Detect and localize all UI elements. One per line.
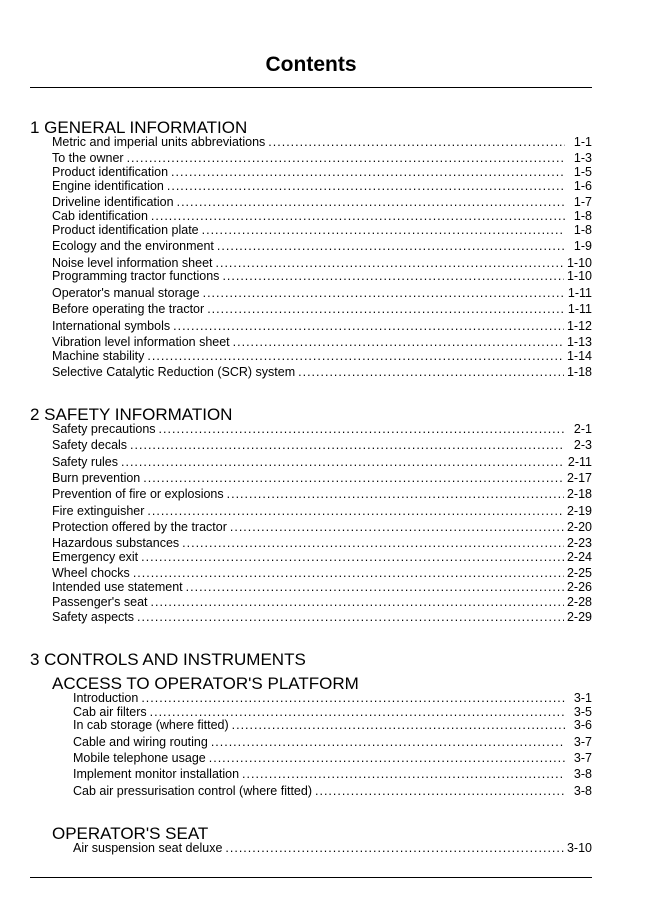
toc-entry-label: Wheel chocks [52,566,130,580]
toc-entry-label: Metric and imperial units abbreviations [52,135,266,149]
dot-leader [268,135,565,150]
toc-entry[interactable] [52,595,592,610]
toc-entry-label: To the owner [52,151,124,165]
toc-entry-page: 1-14 [566,349,592,363]
toc-entry[interactable] [52,209,592,224]
toc-entry-label: Cable and wiring routing [73,735,208,749]
section-heading: 3 CONTROLS AND INSTRUMENTS [30,650,306,669]
toc-entry-page: 3-8 [573,767,592,781]
toc-entry[interactable] [52,223,592,238]
dot-leader [127,151,565,166]
toc-entry-page: 1-6 [573,179,592,193]
toc-entry-label: Protection offered by the tractor [52,520,227,534]
dot-leader [173,319,564,334]
toc-entry-page: 2-19 [566,504,592,518]
toc-entry-page: 1-10 [566,256,592,270]
toc-entry-label: International symbols [52,319,171,333]
dot-leader [167,179,565,194]
toc-entry-page: 1-13 [566,335,592,349]
dot-leader [171,165,565,180]
toc-entry-label: Safety precautions [52,422,156,436]
toc-entry-page: 2-29 [566,610,592,624]
toc-entry-label: Vibration level information sheet [52,335,230,349]
toc-entry[interactable] [52,286,592,301]
toc-entry-page: 2-3 [573,438,592,452]
toc-entry-page: 2-20 [566,520,592,534]
toc-entry-label: Prevention of fire or explosions [52,487,224,501]
toc-entry[interactable] [52,269,592,284]
page-title: Contents [265,53,357,76]
toc-entry-page: 2-24 [566,550,592,564]
toc-entry-label: Introduction [73,691,139,705]
toc-entry[interactable] [73,735,592,750]
toc-entry-page: 2-1 [573,422,592,436]
dot-leader [147,349,564,364]
toc-entry-page: 1-10 [566,269,592,283]
toc-entry[interactable] [52,195,592,210]
toc-entry-page: 3-6 [573,718,592,732]
toc-entry-label: Hazardous substances [52,536,180,550]
toc-entry-page: 1-5 [573,165,592,179]
toc-entry[interactable] [52,550,592,565]
subsection-heading: OPERATOR'S SEAT [52,824,209,843]
toc-entry-label: Passenger's seat [52,595,148,609]
toc-entry[interactable] [52,319,592,334]
dot-leader [137,610,564,625]
toc-entry-page: 3-7 [573,735,592,749]
toc-entry[interactable] [52,165,592,180]
bottom-divider [30,877,592,878]
top-divider [30,87,592,88]
dot-leader [227,487,564,502]
dot-leader [298,365,564,380]
dot-leader [151,595,564,610]
dot-leader [177,195,565,210]
toc-entry[interactable] [52,455,592,470]
dot-leader [242,767,565,782]
toc-entry-label: Emergency exit [52,550,139,564]
toc-entry-label: Safety rules [52,455,119,469]
dot-leader [143,471,564,486]
toc-entry[interactable] [52,365,592,380]
dot-leader [211,735,565,750]
toc-entry-label: Cab air pressurisation control (where fitted) [73,784,312,798]
dot-leader [230,520,564,535]
dot-leader [203,286,565,301]
toc-entry-label: Noise level information sheet [52,256,213,270]
toc-entry-page: 2-25 [566,566,592,580]
toc-entry[interactable] [52,335,592,350]
toc-entry-page: 1-18 [566,365,592,379]
dot-leader [209,751,565,766]
toc-entry-label: Driveline identification [52,195,174,209]
toc-entry-page: 2-11 [567,455,592,469]
section-heading: 2 SAFETY INFORMATION [30,405,233,424]
dot-leader [186,580,564,595]
dot-leader [130,438,565,453]
dot-leader [141,691,565,706]
toc-entry-page: 1-8 [573,223,592,237]
toc-entry-label: Cab identification [52,209,148,223]
toc-entry[interactable] [73,841,592,856]
toc-entry[interactable] [52,504,592,519]
toc-entry[interactable] [52,349,592,364]
toc-entry[interactable] [73,784,592,799]
toc-entry[interactable] [52,610,592,625]
toc-entry-page: 1-3 [573,151,592,165]
subsection-heading: ACCESS TO OPERATOR'S PLATFORM [52,674,359,693]
toc-entry-page: 2-23 [566,536,592,550]
toc-entry[interactable] [52,580,592,595]
toc-entry-page: 1-9 [573,239,592,253]
toc-entry[interactable] [52,239,592,254]
toc-entry-page: 1-11 [567,302,592,316]
dot-leader [217,239,565,254]
toc-entry-label: Operator's manual storage [52,286,200,300]
toc-entry[interactable] [52,302,592,317]
toc-entry-label: Ecology and the environment [52,239,214,253]
toc-entry[interactable] [52,487,592,502]
toc-entry-page: 1-11 [567,286,592,300]
toc-entry[interactable] [52,438,592,453]
toc-entry[interactable] [52,135,592,150]
section-heading: 1 GENERAL INFORMATION [30,118,248,137]
toc-entry-page: 3-10 [566,841,592,855]
dot-leader [151,209,565,224]
toc-entry-page: 1-12 [566,319,592,333]
toc-entry-page: 3-8 [573,784,592,798]
toc-entry[interactable] [73,767,592,782]
toc-entry-label: Engine identification [52,179,164,193]
toc-entry-label: Machine stability [52,349,145,363]
toc-entry-page: 2-28 [566,595,592,609]
toc-entry-label: Safety decals [52,438,128,452]
dot-leader [202,223,565,238]
toc-entry[interactable] [73,751,592,766]
toc-entry-label: Product identification [52,165,169,179]
toc-entry[interactable] [52,422,592,437]
toc-entry-page: 3-7 [573,751,592,765]
dot-leader [141,550,564,565]
toc-entry-label: Fire extinguisher [52,504,145,518]
dot-leader [233,335,564,350]
toc-entry[interactable] [52,520,592,535]
toc-entry-page: 2-18 [566,487,592,501]
toc-entry-label: Programming tractor functions [52,269,220,283]
toc-entry-label: Safety aspects [52,610,134,624]
toc-entry[interactable] [52,566,592,581]
dot-leader [225,841,564,856]
toc-entry[interactable] [52,151,592,166]
toc-entry-label: Air suspension seat deluxe [73,841,223,855]
toc-entry-label: Burn prevention [52,471,141,485]
toc-entry-label: Selective Catalytic Reduction (SCR) system [52,365,296,379]
toc-entry-label: Cab air filters [73,705,147,719]
toc-entry-label: Mobile telephone usage [73,751,206,765]
toc-entry-page: 1-1 [573,135,592,149]
toc-entry[interactable] [73,718,592,733]
toc-entry-label: Product identification plate [52,223,199,237]
toc-entry-page: 2-17 [566,471,592,485]
toc-entry-page: 3-5 [573,705,592,719]
dot-leader [147,504,564,519]
dot-leader [159,422,565,437]
dot-leader [232,718,565,733]
toc-entry[interactable] [73,691,592,706]
toc-entry-page: 1-7 [573,195,592,209]
dot-leader [182,536,564,551]
toc-entry-page: 2-26 [566,580,592,594]
toc-entry[interactable] [52,471,592,486]
dot-leader [207,302,565,317]
toc-entry[interactable] [52,179,592,194]
toc-entry-label: Implement monitor installation [73,767,240,781]
dot-leader [222,269,564,284]
toc-entry-label: In cab storage (where fitted) [73,718,229,732]
toc-entry-page: 1-8 [573,209,592,223]
dot-leader [121,455,565,470]
toc-entry-label: Before operating the tractor [52,302,205,316]
toc-entry[interactable] [52,536,592,551]
dot-leader [315,784,565,799]
dot-leader [133,566,564,581]
toc-entry-label: Intended use statement [52,580,183,594]
toc-entry-page: 3-1 [573,691,592,705]
